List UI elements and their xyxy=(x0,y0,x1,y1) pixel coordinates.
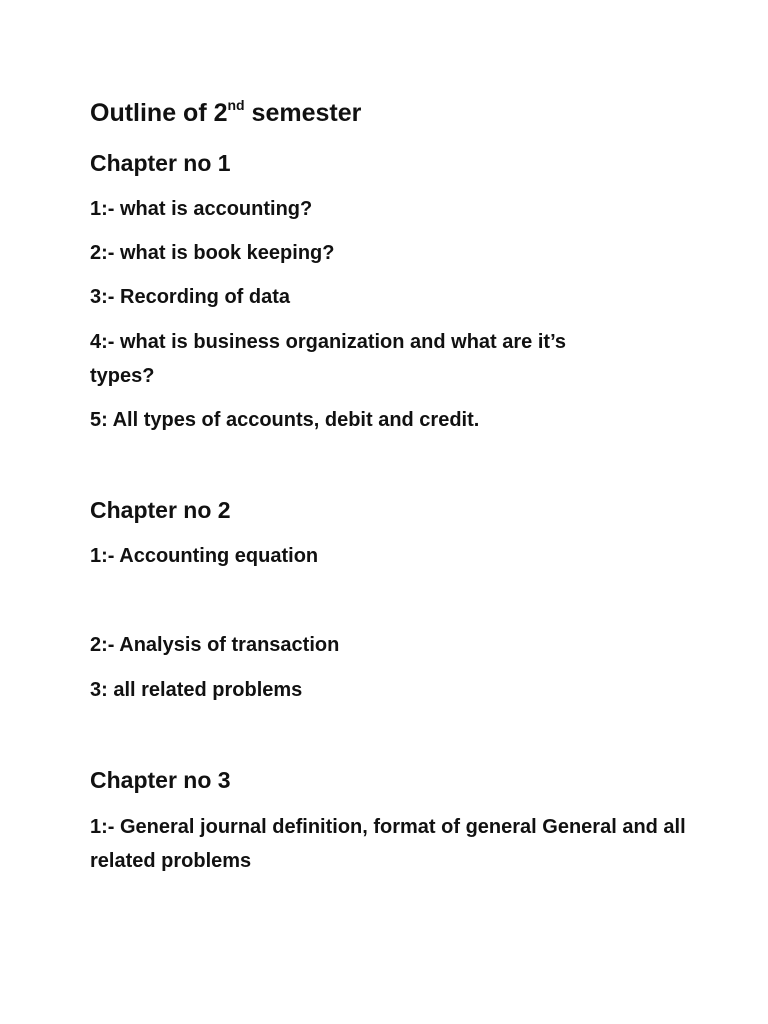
chapter-heading: Chapter no 2 xyxy=(90,497,231,523)
title-text-suffix: semester xyxy=(244,99,362,127)
outline-item: 1:- what is accounting? xyxy=(90,198,313,220)
document-title xyxy=(90,96,361,130)
chapter-heading: Chapter no 3 xyxy=(90,767,231,793)
outline-item: 3: all related problems xyxy=(90,679,303,701)
outline-item: 4:- what is business organization and what are it’s types? xyxy=(90,331,567,387)
outline-item: 1:- Accounting equation xyxy=(90,545,319,567)
outline-item: 1:- General journal definition, format of general General and all related problems xyxy=(90,816,686,872)
outline-item: 2:- Analysis of transaction xyxy=(90,634,340,656)
outline-item: 5: All types of accounts, debit and credit. xyxy=(90,409,480,431)
title-superscript: nd xyxy=(227,97,245,113)
chapter-heading: Chapter no 1 xyxy=(90,150,231,176)
outline-item: 3:- Recording of data xyxy=(90,286,291,308)
title-text: Outline of 2 xyxy=(90,99,228,127)
outline-item: 2:- what is book keeping? xyxy=(90,242,335,264)
